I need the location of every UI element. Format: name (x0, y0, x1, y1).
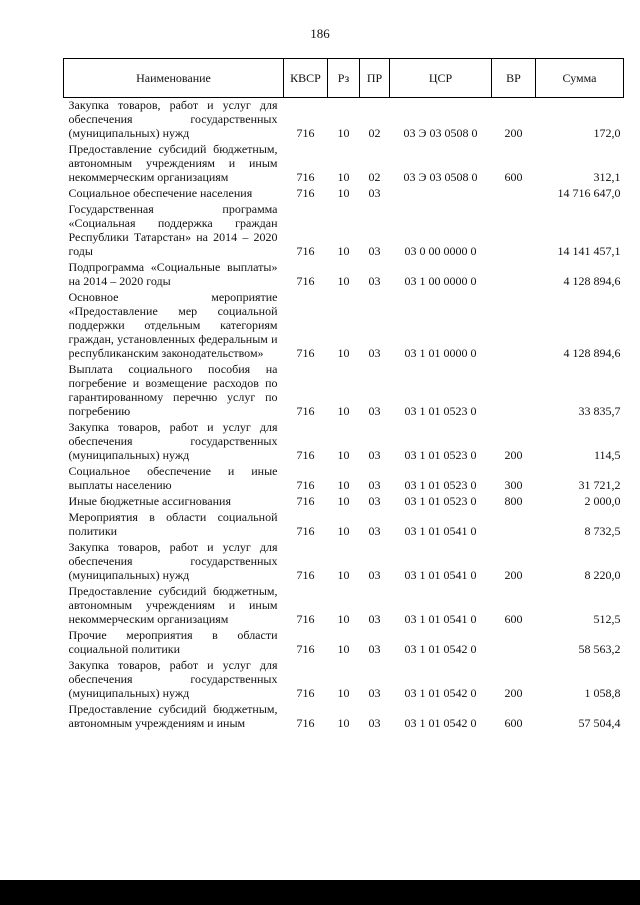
cell-pr: 03 (368, 494, 381, 508)
cell-pr: 03 (368, 346, 381, 360)
cell-name: Закупка товаров, работ и услуг для обеспечения государственных (муниципальных) нужд (68, 540, 278, 582)
cell-csr: 03 1 01 0541 0 (404, 612, 477, 626)
cell-vr: 300 (504, 478, 523, 492)
cell-kvsr: 716 (296, 244, 315, 258)
cell-kvsr: 716 (296, 716, 315, 730)
header-sum: Сумма (536, 59, 624, 98)
cell-csr: 03 1 01 0542 0 (404, 716, 477, 730)
cell-vr: 600 (504, 612, 523, 626)
table-row (64, 290, 624, 362)
cell-vr (492, 202, 536, 260)
cell-rz: 10 (337, 244, 350, 258)
cell-name: Предоставление субсидий бюджетным, автономным учреждениям и иным некоммерческим организациям (68, 584, 278, 626)
cell-rz: 10 (337, 346, 350, 360)
table-row (64, 464, 624, 494)
cell-rz: 10 (337, 716, 350, 730)
cell-vr: 200 (504, 448, 523, 462)
cell-vr (492, 260, 536, 290)
cell-name: Социальное обеспечение и иные выплаты населению (68, 464, 278, 492)
cell-vr: 600 (504, 170, 523, 184)
header-vr: ВР (492, 59, 536, 98)
cell-rz: 10 (337, 126, 350, 140)
cell-sum: 8 732,5 (584, 524, 621, 538)
cell-rz: 10 (337, 448, 350, 462)
header-kvsr: КВСР (284, 59, 328, 98)
cell-rz: 10 (337, 568, 350, 582)
cell-vr (492, 362, 536, 420)
table-row (64, 98, 624, 143)
cell-csr: 03 1 01 0541 0 (404, 524, 477, 538)
cell-sum: 33 835,7 (578, 404, 621, 418)
cell-vr: 800 (504, 494, 523, 508)
header-pr: ПР (360, 59, 390, 98)
cell-pr: 03 (368, 612, 381, 626)
cell-pr: 03 (368, 568, 381, 582)
cell-sum: 14 716 647,0 (557, 186, 621, 200)
cell-name: Предоставление субсидий бюджетным, автономным учреждениям и иным некоммерческим организациям (68, 142, 278, 184)
cell-vr: 200 (504, 568, 523, 582)
cell-name: Социальное обеспечение населения (68, 186, 253, 200)
cell-name: Закупка товаров, работ и услуг для обеспечения государственных (муниципальных) нужд (68, 420, 278, 462)
cell-sum: 4 128 894,6 (563, 274, 621, 288)
cell-sum: 512,5 (593, 612, 621, 626)
header-rz: Рз (328, 59, 360, 98)
cell-rz: 10 (337, 186, 350, 200)
cell-pr: 03 (368, 244, 381, 258)
cell-name: Выплата социального пособия на погребение и возмещение расходов по гарантированному перечню услуг по погребению (68, 362, 278, 418)
cell-name: Государственная программа «Социальная поддержка граждан Республики Татарстан» на 2014 – 2020 годы (68, 202, 278, 258)
cell-vr: 600 (504, 716, 523, 730)
cell-rz: 10 (337, 612, 350, 626)
cell-kvsr: 716 (296, 642, 315, 656)
table-row (64, 510, 624, 540)
table-row (64, 142, 624, 186)
cell-csr: 03 Э 03 0508 0 (403, 126, 478, 140)
cell-rz: 10 (337, 642, 350, 656)
header-name: Наименование (64, 59, 284, 98)
cell-rz: 10 (337, 170, 350, 184)
cell-vr (492, 510, 536, 540)
table-header-row (64, 59, 624, 98)
cell-sum: 114,5 (593, 448, 621, 462)
cell-csr: 03 0 00 0000 0 (404, 244, 477, 258)
cell-csr: 03 1 01 0523 0 (404, 404, 477, 418)
cell-rz: 10 (337, 478, 350, 492)
cell-pr: 02 (368, 126, 381, 140)
cell-name: Мероприятия в области социальной политики (68, 510, 278, 538)
cell-sum: 57 504,4 (578, 716, 621, 730)
cell-kvsr: 716 (296, 568, 315, 582)
cell-pr: 03 (368, 404, 381, 418)
cell-pr: 02 (368, 170, 381, 184)
cell-rz: 10 (337, 524, 350, 538)
cell-csr: 03 1 01 0542 0 (404, 686, 477, 700)
cell-name: Основное мероприятие «Предоставление мер социальной поддержки отдельным категориям граждан, установленных федеральным и республиканским законодательством» (68, 290, 278, 360)
table-row (64, 362, 624, 420)
cell-pr: 03 (368, 686, 381, 700)
cell-csr: 03 1 01 0523 0 (404, 478, 477, 492)
cell-sum: 4 128 894,6 (563, 346, 621, 360)
cell-sum: 1 058,8 (584, 686, 621, 700)
cell-kvsr: 716 (296, 274, 315, 288)
header-csr: ЦСР (390, 59, 492, 98)
cell-kvsr: 716 (296, 612, 315, 626)
cell-pr: 03 (368, 448, 381, 462)
cell-csr: 03 1 01 0542 0 (404, 642, 477, 656)
cell-csr: 03 1 01 0000 0 (404, 346, 477, 360)
table-row (64, 202, 624, 260)
cell-kvsr: 716 (296, 524, 315, 538)
cell-name: Закупка товаров, работ и услуг для обеспечения государственных (муниципальных) нужд (68, 98, 278, 140)
cell-csr: 03 Э 03 0508 0 (403, 170, 478, 184)
cell-kvsr: 716 (296, 494, 315, 508)
cell-vr: 200 (504, 686, 523, 700)
table-row (64, 628, 624, 658)
cell-kvsr: 716 (296, 686, 315, 700)
cell-name: Закупка товаров, работ и услуг для обеспечения государственных (муниципальных) нужд (68, 658, 278, 700)
cell-kvsr: 716 (296, 346, 315, 360)
cell-sum: 312,1 (593, 170, 621, 184)
cell-name: Прочие мероприятия в области социальной политики (68, 628, 278, 656)
budget-table (63, 58, 624, 732)
cell-csr: 03 1 01 0541 0 (404, 568, 477, 582)
cell-csr: 03 1 00 0000 0 (404, 274, 477, 288)
cell-sum: 172,0 (593, 126, 621, 140)
cell-vr (492, 186, 536, 202)
cell-pr: 03 (368, 478, 381, 492)
cell-name: Предоставление субсидий бюджетным, автономным учреждениям и иным (68, 702, 278, 730)
table-row (64, 584, 624, 628)
table-row (64, 658, 624, 702)
cell-pr: 03 (368, 642, 381, 656)
cell-sum: 8 220,0 (584, 568, 621, 582)
cell-kvsr: 716 (296, 186, 315, 200)
table-row (64, 420, 624, 464)
cell-rz: 10 (337, 274, 350, 288)
scan-bottom-edge (0, 880, 640, 905)
cell-kvsr: 716 (296, 404, 315, 418)
cell-kvsr: 716 (296, 478, 315, 492)
cell-csr (390, 186, 492, 202)
cell-pr: 03 (368, 716, 381, 730)
cell-kvsr: 716 (296, 170, 315, 184)
cell-rz: 10 (337, 686, 350, 700)
cell-name: Подпрограмма «Социальные выплаты» на 2014 – 2020 годы (68, 260, 278, 288)
cell-kvsr: 716 (296, 126, 315, 140)
cell-vr (492, 290, 536, 362)
cell-pr: 03 (368, 186, 381, 200)
cell-sum: 31 721,2 (578, 478, 621, 492)
cell-vr (492, 628, 536, 658)
cell-name: Иные бюджетные ассигнования (68, 494, 231, 508)
cell-sum: 2 000,0 (584, 494, 621, 508)
table-row (64, 186, 624, 202)
cell-csr: 03 1 01 0523 0 (404, 448, 477, 462)
table-row (64, 260, 624, 290)
cell-sum: 14 141 457,1 (557, 244, 621, 258)
table-row (64, 540, 624, 584)
cell-rz: 10 (337, 494, 350, 508)
table-row (64, 494, 624, 510)
cell-rz: 10 (337, 404, 350, 418)
cell-csr: 03 1 01 0523 0 (404, 494, 477, 508)
cell-pr: 03 (368, 524, 381, 538)
table-row (64, 702, 624, 732)
cell-kvsr: 716 (296, 448, 315, 462)
cell-vr: 200 (504, 126, 523, 140)
cell-pr: 03 (368, 274, 381, 288)
page-number: 186 (310, 26, 330, 41)
cell-sum: 58 563,2 (578, 642, 621, 656)
